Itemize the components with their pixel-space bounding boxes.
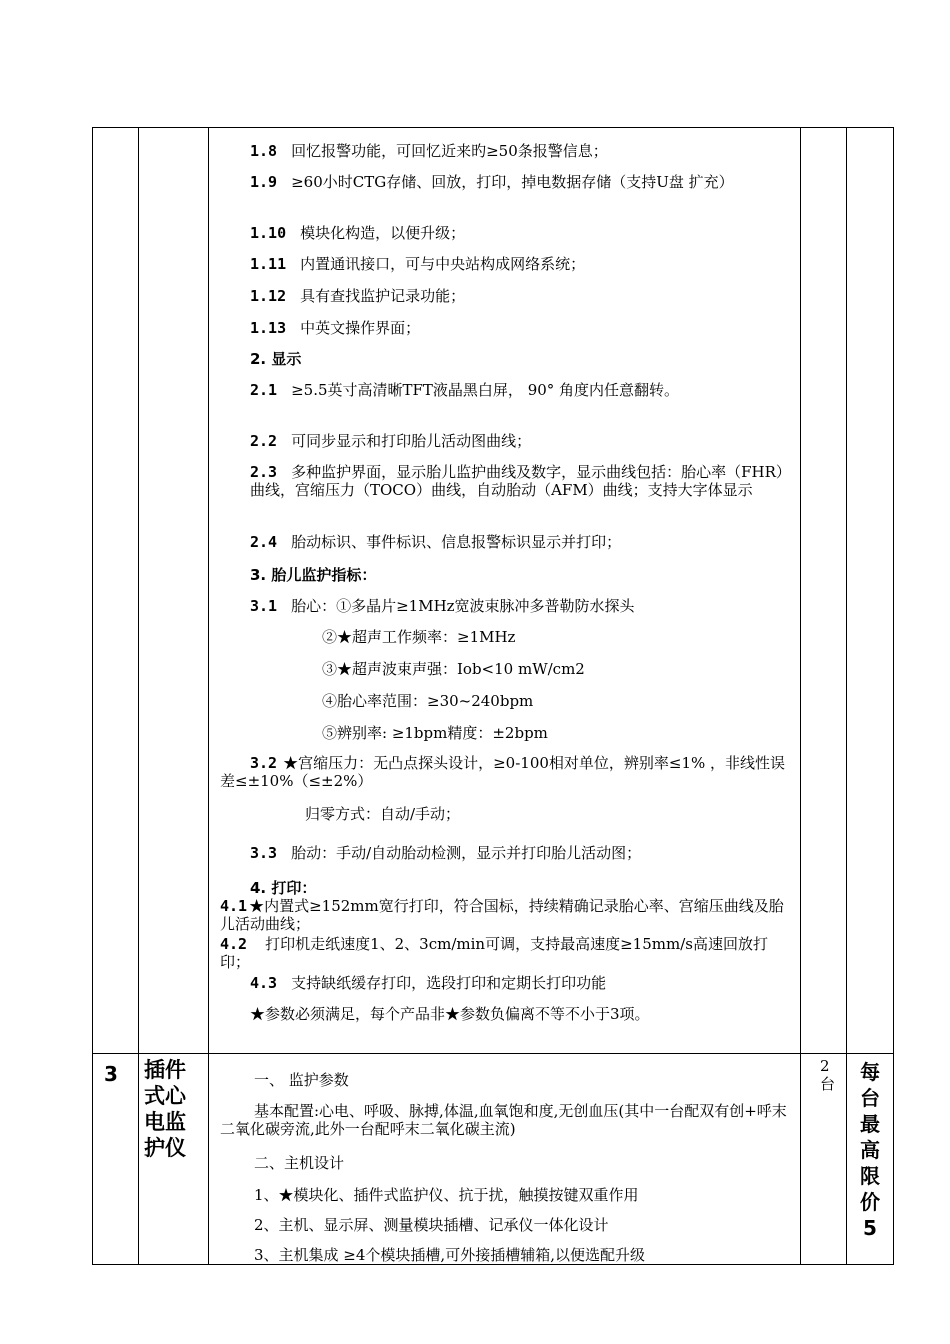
requirement-note: ★参数必须满足，每个产品非★参数负偏离不等不小于3项。 [250, 1005, 650, 1023]
price-char: 限 [860, 1164, 880, 1188]
product-name-line: 电监 [144, 1110, 186, 1134]
quantity: 2台 [820, 1057, 836, 1093]
product-name-line: 护仪 [144, 1136, 186, 1160]
section-heading: 3. 胎儿监护指标： [250, 566, 377, 584]
item-number: 3.1 [250, 597, 278, 615]
sub-item: ③★超声波束声强：Iob<10 mW/cm2 [322, 660, 585, 678]
item-number: 3.2 [250, 754, 278, 772]
item-number: 2.1 [250, 381, 278, 399]
col-divider-1 [138, 127, 139, 1265]
spec-cell-row3 [210, 1053, 790, 1264]
price-char: 每 [860, 1060, 880, 1084]
spec-line: 2、主机、显示屏、测量模块插槽、记承仪一体化设计 [254, 1216, 609, 1234]
section-heading: 4. 打印： [250, 879, 317, 897]
item-text: ≥5.5英寸高清晰TFT液晶黑白屏， 90° 角度内任意翻转。 [291, 381, 680, 399]
spec-line: 1、★模块化、插件式监护仪、抗于扰，触摸按键双重作用 [254, 1186, 639, 1204]
item-text: ★内置式≥152mm宽行打印，符合国标，持续精确记录胎心率、宫缩压曲线及胎儿活动曲线； [220, 897, 784, 933]
table-right-border [893, 127, 894, 1265]
col-divider-3 [800, 127, 801, 1265]
spec-line: 二、主机设计 [254, 1154, 345, 1172]
spec-line: 一、 监护参数 [254, 1071, 349, 1089]
item-text: ≥60小时CTG存储、回放，打印，掉电数据存储（支持U盘 扩充） [291, 173, 734, 191]
item-number: 4.3 [250, 974, 278, 992]
spec-table [92, 127, 894, 1265]
col-divider-2 [208, 127, 209, 1265]
item-text: 具有查找监护记录功能； [300, 287, 466, 305]
item-text: 胎动：手动/自动胎动检测，显示并打印胎儿活动图； [291, 844, 642, 862]
price-char: 台 [860, 1086, 880, 1110]
item-number: 4.1 [220, 897, 248, 915]
price-char: 高 [860, 1138, 880, 1162]
item-text: 回忆报警功能，可回忆近来旳≥50条报警信息； [291, 142, 608, 160]
section-heading: 2. 显示 [250, 350, 302, 368]
item-number: 2.2 [250, 432, 278, 450]
item-number: 2.3 [250, 463, 278, 481]
item-text: 打印机走纸速度1、2、3cm/min可调，支持最高速度≥15mm/s高速回放打印； [220, 935, 768, 971]
price-char: 最 [860, 1112, 880, 1136]
item-number: 1.12 [250, 287, 287, 305]
spec-cell-upper [210, 127, 790, 1053]
item-number: 1.10 [250, 224, 287, 242]
item-number: 3.3 [250, 844, 278, 862]
item-text: 中英文操作界面； [300, 319, 421, 337]
sub-item: 归零方式：自动/手动； [305, 805, 461, 823]
sub-item: ④胎心率范围：≥30~240bpm [322, 692, 534, 710]
item-text: 支持缺纸缓存打印，选段打印和定期长打印功能 [291, 974, 607, 992]
table-left-border [92, 127, 93, 1265]
item-number: 1.11 [250, 255, 287, 273]
table-bottom-border [92, 1264, 894, 1265]
item-number: 2.4 [250, 533, 278, 551]
price-limit [858, 1059, 882, 1241]
product-name [144, 1057, 206, 1161]
item-text: ★宫缩压力：无凸点探头设计，≥0-100相对单位，辨别率≤1% ，非线性误差≤±10%（≤±2%） [220, 754, 786, 790]
sub-item: ⑤辨别率: ≥1bpm精度：±2bpm [322, 724, 548, 742]
product-name-line: 插件 [144, 1058, 186, 1082]
item-text: 胎动标识、事件标识、信息报警标识显示并打印； [291, 533, 622, 551]
product-name-line: 式心 [144, 1084, 186, 1108]
item-number: 1.9 [250, 173, 278, 191]
item-number: 1.13 [250, 319, 287, 337]
item-text: 多种监护界面，显示胎儿监护曲线及数字，显示曲线包括：胎心率（FHR）曲线，宫缩压力（TOCO）曲线，自动胎动（AFM）曲线；支持大字体显示 [250, 463, 784, 499]
item-text: 胎心：①多晶片≥1MHz宽波束脉冲多普勒防水探头 [291, 597, 635, 615]
spec-line: 3、主机集成 ≥4个模块插槽,可外接插槽辅箱,以便选配升级 [254, 1246, 645, 1264]
col-divider-4 [846, 127, 847, 1265]
item-text: 可同步显示和打印胎儿活动图曲线； [291, 432, 532, 450]
item-number: 4.2 [220, 935, 248, 953]
item-text: 内置通讯接口，可与中央站构成网络系统； [300, 255, 586, 273]
row-index: 3 [104, 1062, 118, 1086]
spec-line: 基本配置:心电、呼吸、脉搏,体温,血氧饱和度,无创血压(其中一台配双有创+呼末二氧化碳旁流,此外一台配呼末二氧化碳主流) [220, 1102, 787, 1138]
item-text: 模块化构造，以便升级； [300, 224, 466, 242]
price-char: 5 [863, 1216, 877, 1240]
item-number: 1.8 [250, 142, 278, 160]
sub-item: ②★超声工作频率：≥1MHz [322, 628, 516, 646]
price-char: 价 [860, 1190, 880, 1214]
